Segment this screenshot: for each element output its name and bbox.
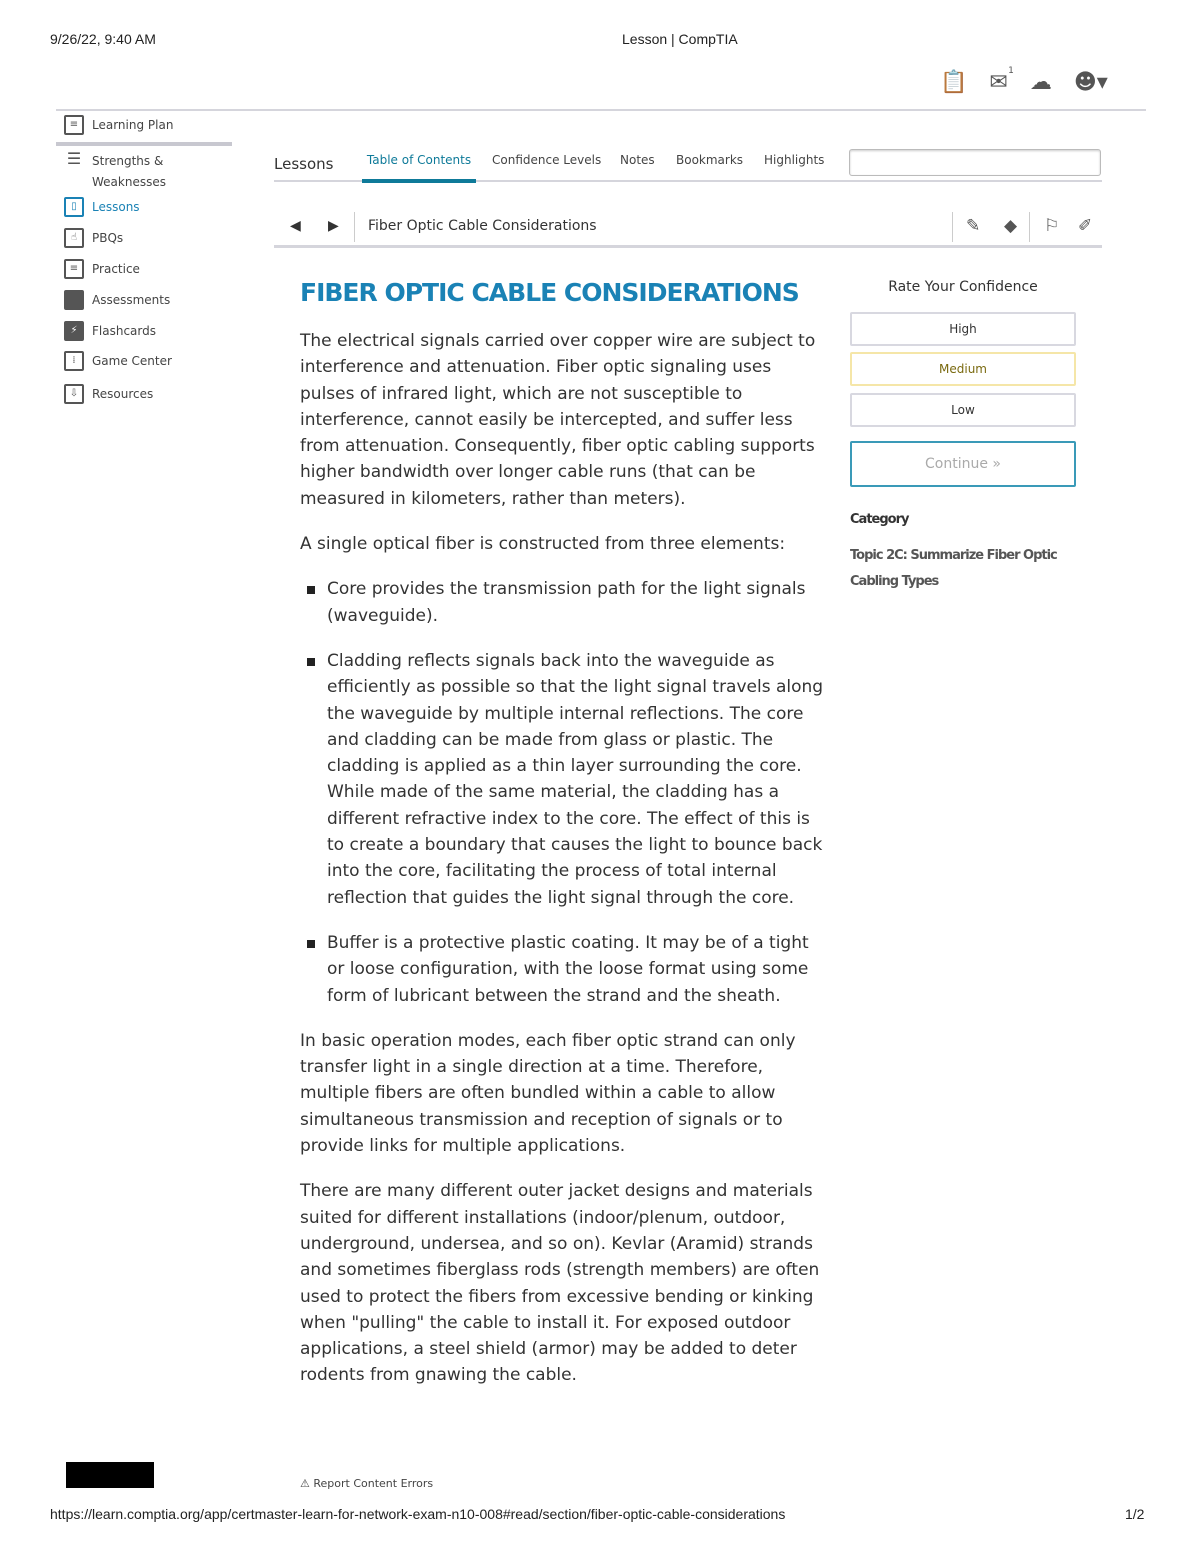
paragraph: In basic operation modes, each fiber optic strand can only transfer light in a single direction at a time. Therefore, multiple fibers are often bundled within a cable to allow simultaneous transmission and reception of signals or to provide links for multiple applications. bbox=[300, 1030, 796, 1157]
mail-badge: 1 bbox=[1008, 66, 1014, 76]
nav-divider bbox=[1029, 212, 1030, 242]
confidence-title: Rate Your Confidence bbox=[888, 279, 1038, 295]
highlighter-icon[interactable]: ✎ bbox=[966, 216, 981, 236]
bars-icon: ☰ bbox=[66, 149, 82, 168]
category-label: Category bbox=[850, 512, 909, 527]
paragraph: The electrical signals carried over copper wire are subject to interference and attenuation. Fiber optic signaling uses pulses of infrared light, which are not susceptible to interference, cannot easily be intercepted, and suffer less from attenuation. Consequently, fiber optic cabling supports higher bandwidth over longer cable runs (that can be measured in kilometers, rather than meters). bbox=[300, 331, 816, 509]
next-arrow-icon[interactable]: ▶ bbox=[328, 218, 339, 234]
game-icon: ⁞ bbox=[64, 351, 84, 371]
sidebar-item-game-center[interactable] bbox=[64, 351, 172, 371]
download-icon: ⇩ bbox=[64, 384, 84, 404]
tab-bookmarks[interactable]: Bookmarks bbox=[676, 153, 744, 167]
mail-icon[interactable]: ✉ 1 bbox=[989, 66, 1014, 95]
confidence-low-button[interactable]: Low bbox=[850, 393, 1076, 427]
sidebar-item-strengths-weaknesses[interactable] bbox=[64, 151, 166, 193]
paragraph: There are many different outer jacket designs and materials suited for different installations (indoor/plenum, outdoor, underground, undersea, and so on). Kevlar (Aramid) strands and sometimes fiberglass rods (strength members) are often used to protect the fibers from excessive bending or kinking when "pulling" the cable to install it. For exposed outdoor applications, a steel shield (armor) may be added to deter rodents from gnawing the cable. bbox=[300, 1181, 820, 1386]
cloud-icon[interactable]: ☁ bbox=[1029, 70, 1052, 95]
sidebar-divider bbox=[56, 142, 232, 146]
nav-divider bbox=[952, 212, 953, 242]
sidebar-item-lessons[interactable] bbox=[64, 197, 140, 217]
redaction-block bbox=[66, 1462, 154, 1488]
tab-table-of-contents[interactable]: Table of Contents bbox=[362, 153, 476, 183]
sidebar-item-label: Weaknesses bbox=[92, 175, 166, 189]
tab-highlights[interactable]: Highlights bbox=[764, 153, 825, 167]
book-icon: ▯ bbox=[64, 197, 84, 217]
notes-icon[interactable]: 📋 bbox=[940, 70, 968, 95]
sidebar-item-label: Assessments bbox=[92, 293, 171, 307]
continue-button[interactable]: Continue » bbox=[850, 441, 1076, 487]
eraser-icon[interactable]: ◆ bbox=[1004, 216, 1018, 236]
sidebar-item-label: Resources bbox=[92, 387, 154, 401]
user-icon[interactable]: ☻▾ bbox=[1073, 70, 1108, 95]
bookmark-icon[interactable]: ⚐ bbox=[1044, 216, 1060, 236]
header-divider bbox=[56, 109, 1146, 111]
sidebar-item-pbqs[interactable] bbox=[64, 228, 123, 248]
sidebar-item-flashcards[interactable] bbox=[64, 321, 156, 341]
confidence-high-button[interactable]: High bbox=[850, 312, 1076, 346]
sidebar-item-label: Flashcards bbox=[92, 324, 156, 338]
lessons-title: Lessons bbox=[274, 155, 334, 173]
clipboard-icon bbox=[64, 290, 84, 310]
confidence-medium-button[interactable]: Medium bbox=[850, 352, 1076, 386]
tab-notes[interactable]: Notes bbox=[620, 153, 655, 167]
sidebar-item-assessments[interactable] bbox=[64, 290, 170, 310]
nav-divider bbox=[354, 212, 355, 242]
print-datetime: 9/26/22, 9:40 AM bbox=[50, 31, 156, 47]
top-toolbar bbox=[940, 66, 1108, 95]
warning-icon: ⚠ bbox=[300, 1477, 310, 1490]
print-page: 1/2 bbox=[1125, 1506, 1145, 1522]
sidebar-item-label: Game Center bbox=[92, 354, 172, 368]
search-input[interactable] bbox=[849, 149, 1101, 176]
print-title: Lesson | CompTIA bbox=[622, 31, 738, 47]
sidebar-item-label: Strengths & bbox=[92, 154, 164, 168]
element-list bbox=[300, 576, 830, 1008]
category-value[interactable]: Topic 2C: Summarize Fiber Optic Cabling Types bbox=[850, 548, 1057, 589]
section-title: Fiber Optic Cable Considerations bbox=[368, 218, 597, 234]
sidebar-item-learning-plan[interactable] bbox=[64, 115, 173, 135]
section-nav bbox=[274, 212, 1102, 248]
lesson-tabs bbox=[274, 150, 1102, 182]
prev-arrow-icon[interactable]: ◀ bbox=[290, 218, 301, 234]
list-item: Core provides the transmission path for the light signals (waveguide). bbox=[300, 576, 830, 629]
sidebar-item-label: Practice bbox=[92, 262, 140, 276]
sidebar-item-label: PBQs bbox=[92, 231, 124, 245]
list-item: Buffer is a protective plastic coating. It may be of a tight or loose configuration, with the loose format using some form of lubricant between the strand and the sheath. bbox=[300, 930, 830, 1009]
pencil-icon[interactable]: ✐ bbox=[1078, 216, 1093, 236]
list-item: Cladding reflects signals back into the waveguide as efficiently as possible so that the light signal travels along the waveguide by multiple internal reflections. The core and cladding can be made from glass or plastic. The cladding is applied as a thin layer surrounding the core. While made of the same material, the cladding has a different refractive index to the core. The effect of this is to create a boundary that causes the light to bounce back into the core, facilitating the process of total internal reflection that guides the light signal through the core. bbox=[300, 648, 830, 911]
article-body bbox=[300, 328, 830, 1408]
sidebar-item-label: Learning Plan bbox=[92, 118, 174, 132]
print-url: https://learn.comptia.org/app/certmaster-learn-for-network-exam-n10-008#read/section/fiber-optic-cable-considerations bbox=[50, 1506, 786, 1522]
list-icon: ≡ bbox=[64, 115, 84, 135]
tab-confidence-levels[interactable]: Confidence Levels bbox=[492, 153, 602, 167]
sidebar-item-resources[interactable] bbox=[64, 384, 153, 404]
pbq-icon: ☝ bbox=[64, 228, 84, 248]
paragraph: A single optical fiber is constructed from three elements: bbox=[300, 534, 786, 555]
report-label: Report Content Errors bbox=[313, 1477, 434, 1490]
flashcards-icon: ⚡ bbox=[64, 321, 84, 341]
sidebar-item-practice[interactable] bbox=[64, 259, 140, 279]
sidebar-item-label: Lessons bbox=[92, 200, 140, 214]
article-heading: FIBER OPTIC CABLE CONSIDERATIONS bbox=[300, 278, 799, 307]
list-icon: ≡ bbox=[64, 259, 84, 279]
report-errors-link[interactable] bbox=[300, 1477, 433, 1490]
